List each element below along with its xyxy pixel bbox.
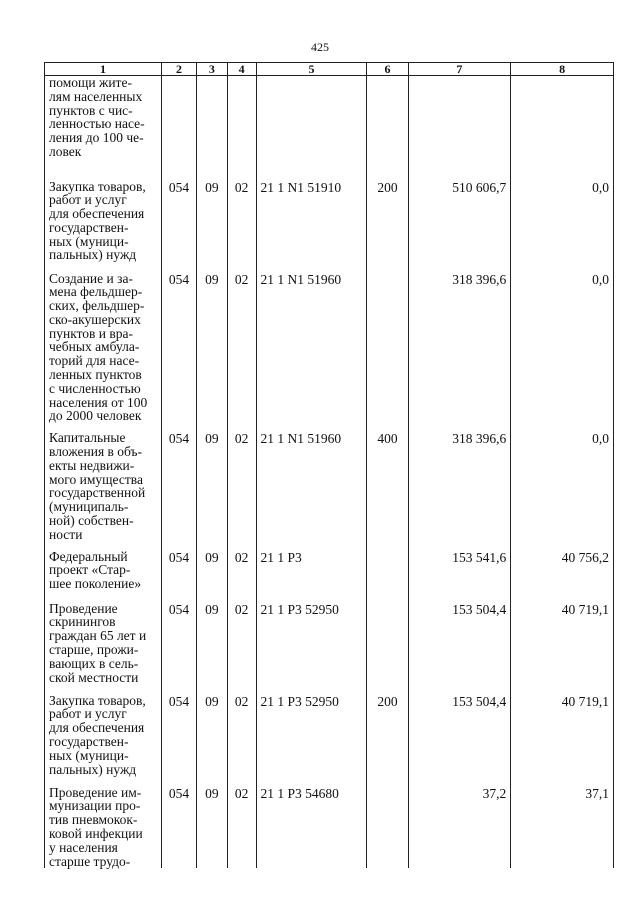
row-col-7-text: 318 396,6 — [452, 431, 507, 447]
row-col-4 — [227, 76, 256, 172]
row-col-8 — [511, 264, 614, 424]
row-col-7 — [408, 778, 511, 869]
row-name-text: Проведение им- мунизации про- тив пневмокок- ковой инфекции у населения старше трудо- — [49, 784, 143, 869]
table-row — [45, 423, 614, 541]
row-col-2-text: 054 — [168, 785, 190, 801]
row-col-8 — [511, 542, 614, 594]
row-col-7 — [408, 264, 511, 424]
row-name-text: Создание и за- мена фельдшер- ских, фельдшер- ско-акушерских пунктов и вра- чебных амбула- торий для насе- ленных пунктов с численностью населения от 100 до 2000 человек — [49, 270, 148, 424]
row-col-4 — [227, 686, 256, 778]
row-col-4 — [227, 594, 256, 686]
row-col-4 — [227, 264, 256, 424]
row-name — [45, 594, 162, 686]
row-name — [45, 172, 162, 264]
row-col-8 — [511, 778, 614, 869]
row-col-2-text: 054 — [168, 271, 190, 287]
row-col-8 — [511, 594, 614, 686]
row-col-8-text: 40 756,2 — [561, 549, 609, 565]
row-col-3 — [196, 686, 227, 778]
table-row — [45, 264, 614, 424]
row-col-8 — [511, 423, 614, 541]
header-col-5: 5 — [256, 63, 367, 76]
row-col-8 — [511, 172, 614, 264]
header-col-8: 8 — [511, 63, 614, 76]
row-col-5 — [256, 264, 367, 424]
row-col-2 — [162, 778, 197, 869]
header-col-4: 4 — [227, 63, 256, 76]
row-name — [45, 76, 162, 172]
row-col-7 — [408, 76, 511, 172]
row-col-5 — [256, 76, 367, 172]
row-col-5-text: 21 1 P3 54680 — [260, 785, 339, 801]
row-col-5 — [256, 686, 367, 778]
row-col-4-text: 02 — [234, 179, 249, 195]
row-name — [45, 264, 162, 424]
row-col-6-text: 400 — [377, 431, 398, 447]
row-col-3 — [196, 172, 227, 264]
row-col-6-text — [371, 542, 403, 550]
row-col-5-text: 21 1 N1 51960 — [260, 431, 342, 447]
row-col-2-text: 054 — [168, 549, 190, 565]
row-col-6 — [367, 542, 408, 594]
row-col-3 — [196, 264, 227, 424]
budget-table — [44, 62, 614, 868]
row-name-text: Закупка товаров, работ и услуг для обеспечения государствен- ных (муници- пальных) нужд — [49, 692, 146, 777]
row-col-4 — [227, 172, 256, 264]
row-col-2-text: 054 — [168, 693, 190, 709]
header-row — [45, 63, 614, 76]
row-col-4-text: 02 — [234, 785, 249, 801]
row-col-2 — [162, 542, 197, 594]
row-col-5-text: 21 1 N1 51910 — [260, 179, 342, 195]
row-col-5-text: 21 1 P3 52950 — [260, 601, 339, 617]
row-col-4 — [227, 423, 256, 541]
table-header — [45, 63, 614, 76]
row-name — [45, 686, 162, 778]
row-col-4-text: 02 — [234, 431, 249, 447]
row-col-7-text: 153 504,4 — [452, 601, 507, 617]
row-col-8-text: 37,1 — [585, 785, 609, 801]
table-row — [45, 172, 614, 264]
table-row — [45, 76, 614, 172]
row-name-text: Закупка товаров, работ и услуг для обеспечения государствен- ных (муници- пальных) нужд — [49, 178, 146, 263]
table-body — [45, 76, 614, 869]
row-col-7 — [408, 423, 511, 541]
row-col-7-text: 510 606,7 — [452, 179, 507, 195]
row-name-text: помощи жите- лям населенных пунктов с чис- ленностью насе- ления до 100 че- ловек — [49, 75, 145, 159]
row-col-6 — [367, 686, 408, 778]
row-col-6-text — [371, 264, 403, 272]
row-col-7-text: 153 541,6 — [452, 549, 507, 565]
row-col-4-text: 02 — [234, 601, 249, 617]
row-col-6-text — [371, 594, 403, 602]
row-col-5-text: 21 1 P3 52950 — [260, 693, 339, 709]
row-col-3 — [196, 542, 227, 594]
row-col-5 — [256, 778, 367, 869]
row-col-8 — [511, 686, 614, 778]
row-name — [45, 778, 162, 869]
table-row — [45, 686, 614, 778]
table-row — [45, 594, 614, 686]
row-col-5 — [256, 172, 367, 264]
row-col-3-text: 09 — [205, 693, 219, 709]
row-col-2-text: 054 — [168, 601, 190, 617]
row-col-3-text: 09 — [205, 271, 219, 287]
row-col-6 — [367, 172, 408, 264]
row-col-3 — [196, 594, 227, 686]
row-col-3 — [196, 423, 227, 541]
row-name — [45, 423, 162, 541]
row-col-7-text: 318 396,6 — [452, 271, 507, 287]
row-col-7 — [408, 594, 511, 686]
row-col-4 — [227, 542, 256, 594]
row-col-2-text: 054 — [168, 179, 190, 195]
row-col-7 — [408, 542, 511, 594]
row-col-6-text: 200 — [377, 179, 398, 195]
row-col-3 — [196, 76, 227, 172]
header-col-2: 2 — [162, 63, 197, 76]
table-row — [45, 542, 614, 594]
header-col-3: 3 — [196, 63, 227, 76]
row-col-6-text — [371, 778, 403, 786]
row-col-5 — [256, 423, 367, 541]
row-col-2 — [162, 594, 197, 686]
row-col-8-text: 0,0 — [592, 179, 609, 195]
row-col-8-text: 40 719,1 — [561, 693, 609, 709]
row-col-4-text: 02 — [234, 693, 249, 709]
row-col-6 — [367, 778, 408, 869]
row-col-8-text: 0,0 — [592, 431, 609, 447]
row-col-6-text: 200 — [377, 693, 398, 709]
row-col-6 — [367, 423, 408, 541]
row-col-4-text: 02 — [234, 549, 249, 565]
row-col-5-text: 21 1 P3 — [260, 549, 302, 565]
row-col-7-text: 153 504,4 — [452, 693, 507, 709]
row-col-3 — [196, 778, 227, 869]
row-col-5 — [256, 594, 367, 686]
row-col-7 — [408, 172, 511, 264]
row-col-5-text: 21 1 N1 51960 — [260, 271, 342, 287]
header-col-1: 1 — [45, 63, 162, 76]
row-col-5 — [256, 542, 367, 594]
header-col-7: 7 — [408, 63, 511, 76]
row-col-8-text: 0,0 — [592, 271, 609, 287]
row-col-8 — [511, 76, 614, 172]
row-col-6 — [367, 76, 408, 172]
row-col-3-text: 09 — [205, 179, 219, 195]
row-name-text: Федеральный проект «Стар- шее поколение» — [49, 548, 142, 592]
table-row — [45, 778, 614, 869]
row-col-3-text: 09 — [205, 785, 219, 801]
row-name — [45, 542, 162, 594]
row-name-text: Капитальные вложения в объ- екты недвижи- мого имущества государственной (муниципаль- ной) собствен- ности — [49, 430, 146, 542]
header-col-6: 6 — [367, 63, 408, 76]
row-col-4 — [227, 778, 256, 869]
page-number: 425 — [311, 40, 329, 54]
row-col-2 — [162, 76, 197, 172]
row-col-2 — [162, 172, 197, 264]
row-col-8-text: 40 719,1 — [561, 601, 609, 617]
row-name-text: Проведение скринингов граждан 65 лет и старше, прожи- вающих в сель- ской местности — [49, 600, 147, 685]
row-col-3-text: 09 — [205, 549, 219, 565]
row-col-4-text: 02 — [234, 271, 249, 287]
row-col-7 — [408, 686, 511, 778]
row-col-6 — [367, 264, 408, 424]
row-col-6 — [367, 594, 408, 686]
row-col-3-text: 09 — [205, 601, 219, 617]
row-col-7-text: 37,2 — [482, 785, 507, 801]
row-col-2-text: 054 — [168, 431, 190, 447]
row-col-3-text: 09 — [205, 431, 219, 447]
row-col-2 — [162, 423, 197, 541]
row-col-2 — [162, 686, 197, 778]
row-col-2 — [162, 264, 197, 424]
